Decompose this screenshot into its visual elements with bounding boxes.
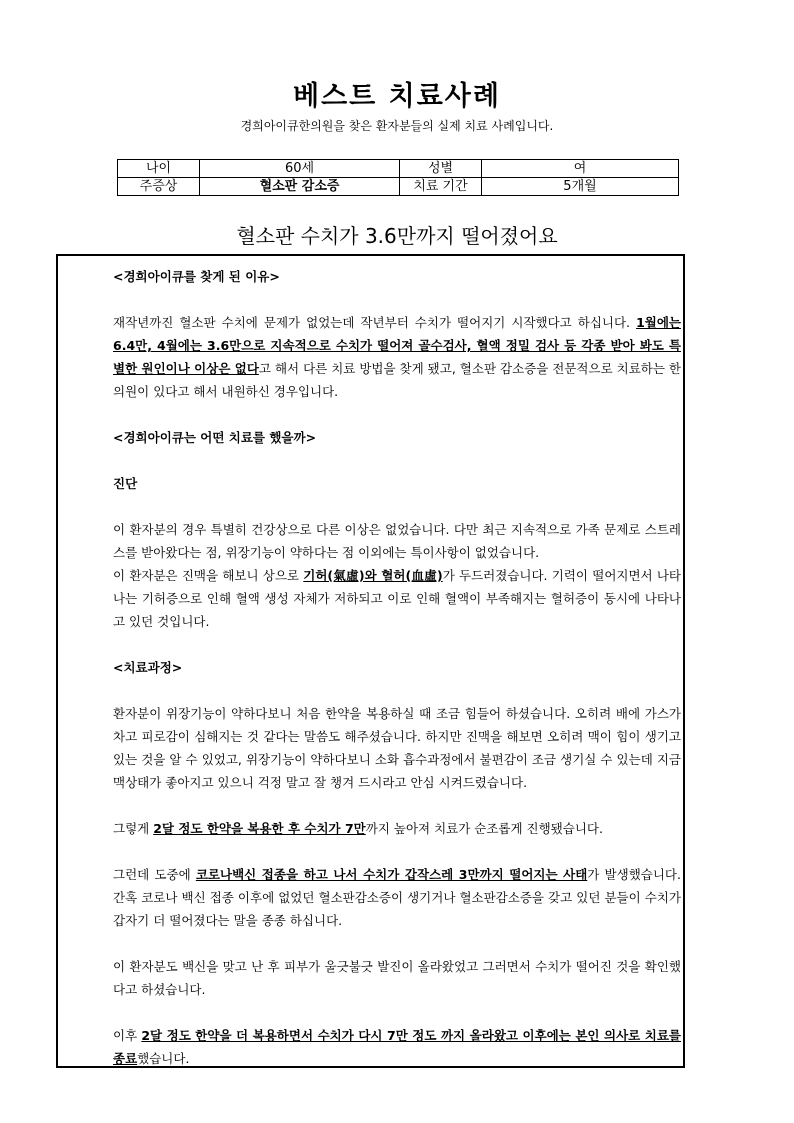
page-subtitle: 경희아이큐한의원을 찾은 환자분들의 실제 치료 사례입니다. <box>240 119 554 133</box>
diag-text-a: 이 환자분은 진맥을 해보니 상으로 <box>113 568 304 583</box>
patient-info-table <box>117 159 679 196</box>
reason-text-c: 고 해서 다른 치료 방법을 찾게 됐고, 혈소판 감소증을 전문적으로 치료하는 한의원이 있다고 해서 내원하신 경우입니다. <box>113 361 681 399</box>
case-headline: 혈소판 수치가 3.6만까지 떨어졌어요 <box>236 224 558 248</box>
symptom-label: 주증상 <box>118 178 200 196</box>
reason-text-a: 재작년까진 혈소판 수치에 문제가 없었는데 작년부터 수치가 떨어지기 시작했다고 하십니다. <box>113 315 637 330</box>
page-title: 베스트 치료사례 <box>293 81 501 112</box>
reason-heading: <경희아이큐를 찾게 된 이유> <box>113 269 280 284</box>
period-label: 치료 기간 <box>400 178 482 196</box>
process-heading: <치료과정> <box>113 660 183 675</box>
proc2-text-emphasis: 2달 정도 한약을 복용한 후 수치가 7만 <box>153 821 366 836</box>
diagnosis-heading: 진단 <box>113 476 138 491</box>
proc2-text-a: 그렇게 <box>113 821 154 836</box>
table-row <box>118 160 679 178</box>
proc2-text-c: 까지 높아져 치료가 순조롭게 진행됐습니다. <box>365 821 603 836</box>
table-row <box>118 178 679 196</box>
treatment-heading: <경희아이큐는 어떤 치료를 했을까> <box>113 430 317 445</box>
proc3-text-c: 가 발생했습니다. 간혹 코로나 백신 접종 이후에 없었던 혈소판감소증이 생기거나 혈소판감소증을 갖고 있던 분들이 수치가 갑자기 더 떨어졌다는 말을 종종 하십니다. <box>113 867 681 928</box>
process-paragraph-4: 이 환자분도 백신을 맞고 난 후 피부가 울긋불긋 발진이 올라왔었고 그러면서 수치가 떨어진 것을 확인했다고 하셨습니다. <box>113 959 681 997</box>
diag-text-c: 가 두드러졌습니다. 기력이 떨어지면서 나타나는 기허증으로 인해 혈액 생성 자체가 저하되고 이로 인해 혈액이 부족해지는 혈허증이 동시에 나타나고 있던 것입니다. <box>113 568 682 629</box>
process-paragraph-1: 환자분이 위장기능이 약하다보니 처음 한약을 복용하실 때 조금 힘들어 하셨습니다. 오히려 배에 가스가 차고 피로감이 심해지는 것 같다는 말씀도 해주셨습니다. 하지만 진맥을 해보면 오히려 맥이 힘이 생기고 있는 것을 알 수 있었고, 위장기능이 약하다보니 소화 흡수과정에서 불편감이 조금 생기실 수 있는데 지금 맥상태가 좋아지고 있으니 걱정 말고 잘 챙겨 드시라고 안심 시켜드렸습니다. <box>113 706 681 790</box>
symptom-value: 혈소판 감소증 <box>200 178 400 196</box>
diagnosis-paragraph-1: 이 환자분의 경우 특별히 건강상으로 다른 이상은 없었습니다. 다만 최근 지속적으로 가족 문제로 스트레스를 받아왔다는 점, 위장기능이 약하다는 점 이외에는 특이사항이 없었습니다. <box>113 522 681 560</box>
diag-text-emphasis: 기허(氣虛)와 혈허(血虛) <box>303 568 443 583</box>
proc3-text-a: 그런데 도중에 <box>113 867 196 882</box>
diagnosis-paragraph-2 <box>113 564 681 633</box>
proc5-text-emphasis: 2달 정도 한약을 더 복용하면서 수치가 다시 7만 정도 까지 올라왔고 이후에는 본인 의사로 치료를 종료 <box>113 1028 681 1066</box>
process-paragraph-3 <box>113 863 681 932</box>
age-value: 60세 <box>200 160 400 178</box>
proc5-text-c: 했습니다. <box>137 1051 190 1066</box>
reason-text-emphasis: 1월에는 6.4만, 4월에는 3.6만으로 지속적으로 수치가 떨어져 골수검사, 혈액 정밀 검사 등 각종 받아 봐도 특별한 원인이나 이상은 없다 <box>113 315 681 376</box>
process-paragraph-2 <box>113 817 681 840</box>
age-label: 나이 <box>118 160 200 178</box>
case-content <box>113 265 681 1070</box>
gender-label: 성별 <box>400 160 482 178</box>
period-value: 5개월 <box>482 178 679 196</box>
process-paragraph-5 <box>113 1024 681 1070</box>
gender-value: 여 <box>482 160 679 178</box>
proc5-text-a: 이후 <box>113 1028 142 1043</box>
reason-paragraph <box>113 311 681 403</box>
proc3-text-emphasis: 코로나백신 접종을 하고 나서 수치가 갑작스레 3만까지 떨어지는 사태 <box>195 867 588 882</box>
